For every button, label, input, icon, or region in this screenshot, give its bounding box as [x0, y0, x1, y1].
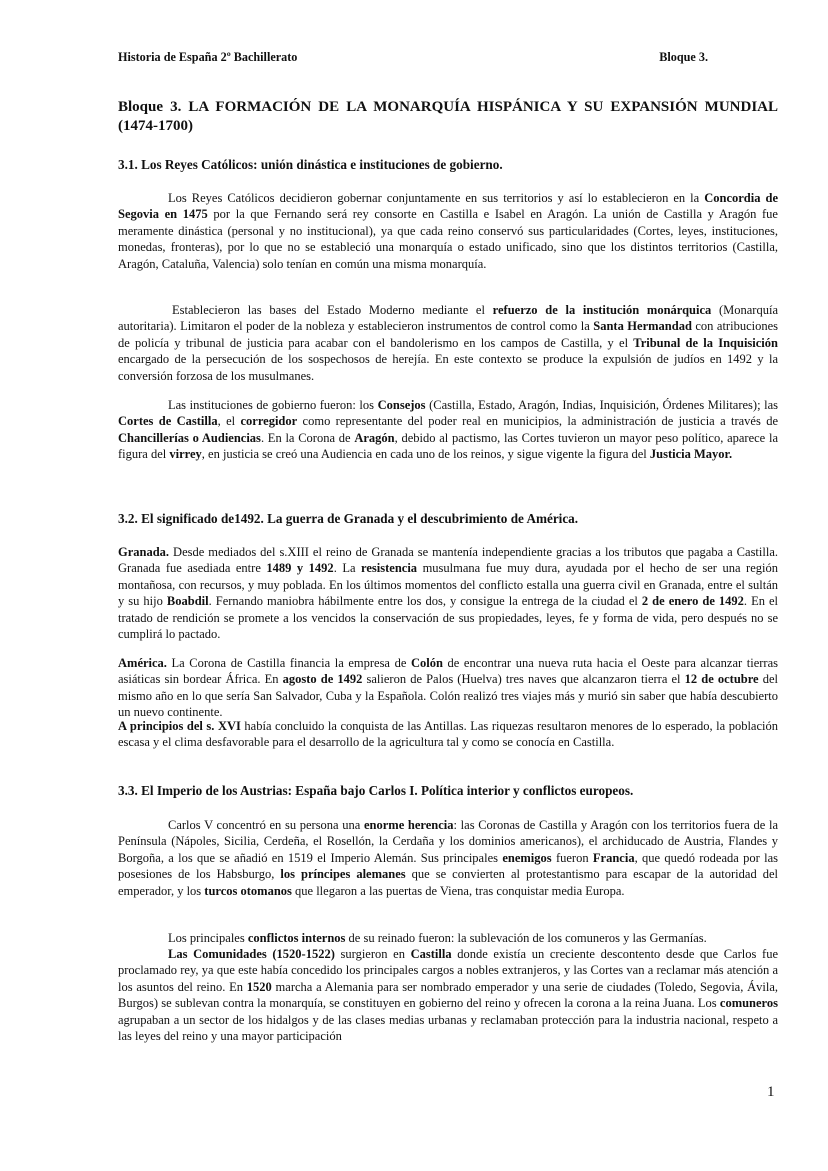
text-run: La Corona de Castilla financia la empresa de — [166, 656, 411, 670]
section-heading-3-3: 3.3. El Imperio de los Austrias: España bajo Carlos I. Política interior y conflictos europeos. — [118, 783, 634, 798]
text-run: que llegaron a las puertas de Viena, tras conquistar media Europa. — [291, 883, 625, 898]
text-run: Desde mediados del s.XIII el reino de Granada se mantenía independiente gracias a los tributos que pagaba a Castilla. Granada fue asediada entre — [118, 545, 778, 576]
bold-run: comuneros — [719, 996, 778, 1011]
bold-run: Santa Hermandad — [593, 319, 692, 334]
text-run: surgieron en — [334, 947, 411, 961]
text-run: de encontrar una nueva ruta hacia el Oeste para alcanzar tierras asiáticas sin bordear África. En — [118, 656, 778, 687]
bold-run: Las Comunidades (1520-1522) — [168, 947, 335, 961]
bold-run: Tribunal de la Inquisición — [633, 335, 778, 350]
bold-run: A principios del s. XVI — [118, 719, 241, 733]
text-run: (Castilla, Estado, Aragón, Indias, Inquisición, Órdenes Militares); las — [425, 398, 779, 412]
bold-run: los príncipes alemanes — [280, 867, 406, 882]
bold-run: 12 de octubre — [684, 672, 759, 687]
bold-run: resistencia — [361, 561, 418, 576]
paragraph — [118, 544, 778, 642]
text-run: musulmana fue muy dura, ayudada por el hecho de ser una región montañosa, con recursos, y muy poblada. En los últimos momentos del conflicto estalla una guerra civil en Granada, entre el sultán y su hijo — [118, 561, 778, 609]
text-run: por la que Fernando será rey consorte en Castilla e Isabel en Aragón. La unión de Castilla y Aragón fue meramente dinástica (personal y no institucional), ya que cada reino conservó sus particularidades (Cortes, leyes, instituciones, monedas, fronteras), por lo que no se estableció una monarquía o estado unificado, sino que los distintos territorios (Castilla, Aragón, Cataluña, Valencia) solo tenían en común una misma monarquía. — [118, 207, 778, 271]
text-run: había concluido la conquista de las Antillas. Las riquezas resultaron menores de lo esperado, la población escasa y el clima desfavorable para el desarrollo de la agricultura tal y como se conocía en Castilla. — [118, 719, 778, 750]
text-run: , el — [217, 414, 241, 429]
section-heading-3-2: 3.2. El significado de1492. La guerra de Granada y el descubrimiento de América. — [118, 511, 579, 526]
bold-run: enemigos — [502, 850, 552, 865]
text-run: del mismo año en lo que sería San Salvador, Cuba y la Española. Colón realizó tres viajes más y murió sin saber que había descubierto un nuevo continente. — [118, 672, 778, 720]
text-run: Carlos V concentró en su persona una — [168, 818, 364, 832]
text-run: Los principales — [168, 931, 248, 945]
document-page — [118, 0, 778, 1171]
bold-run: virrey — [169, 447, 202, 462]
header-block: Bloque 3. — [659, 50, 708, 64]
text-run: . La — [333, 561, 362, 576]
bold-run: Castilla — [410, 947, 452, 961]
paragraph — [118, 946, 778, 1044]
bold-run: Chancillerías o Audiencias — [118, 430, 261, 445]
text-run: . Fernando maniobra hábilmente entre los dos, y consigue la entrega de la ciudad el — [208, 594, 642, 609]
text-run: de su reinado fueron: la sublevación de los comuneros y las Germanías. — [345, 931, 707, 945]
bold-run: Francia — [592, 850, 635, 865]
text-run: , que quedó rodeada por las posesiones de los Habsburgo, — [118, 850, 779, 882]
text-run: que se convierten al protestantismo para escapar de la autoridad del emperador, y los — [118, 867, 778, 898]
text-run: fueron — [551, 850, 593, 865]
text-run: encargado de la persecución de los sospechosos de herejía. En este contexto se produce la expulsión de judíos en 1492 y la conversión forzosa de los musulmanes. — [118, 352, 778, 383]
section-heading-3-1: 3.1. Los Reyes Católicos: unión dinástica e instituciones de gobierno. — [118, 157, 503, 172]
page-title: Bloque 3. LA FORMACIÓN DE LA MONARQUÍA HISPÁNICA Y SU EXPANSIÓN MUNDIAL (1474-1700) — [118, 99, 778, 134]
bold-run: Granada. — [118, 545, 170, 559]
bold-run: América. — [118, 656, 167, 670]
text-run: como representante del poder real en municipios, la administración de justicia a través de — [297, 414, 778, 429]
bold-run: Aragón — [354, 430, 395, 445]
bold-run: Colón — [410, 656, 443, 670]
text-run: : las Coronas de Castilla y Aragón con los territorios fuera de la Península (Nápoles, Sicilia, Cerdeña, el Rosellón, la Cerdaña y los dominios americanos), el archiducado de Austria, Flandes y Borgoña, a los que se añadió en 1519 el Imperio Alemán. Sus principales — [118, 818, 779, 865]
text-run: marcha a Alemania para ser nombrado emperador y una serie de ciudades (Toledo, Segovia, Ávila, Burgos) se sublevan contra la monarquía, se constituyen en gobierno del reino y ofrecen la corona a la reina Juana. Los — [118, 979, 778, 1011]
text-run: Establecieron las bases del Estado Moderno mediante el — [172, 303, 493, 317]
bold-run: Cortes de Castilla — [118, 414, 218, 429]
bold-run: agosto de 1492 — [282, 672, 363, 687]
bold-run: Consejos — [377, 398, 426, 412]
text-run: Los Reyes Católicos decidieron gobernar conjuntamente en sus territorios y así lo establecieron en la — [168, 191, 705, 205]
text-run: , debido al pactismo, las Cortes tuvieron un mayor peso político, aparece la figura del — [118, 430, 778, 462]
bold-run: 1520 — [246, 979, 272, 994]
bold-run: 2 de enero de 1492 — [641, 594, 744, 609]
bold-run: Boabdil — [166, 594, 209, 609]
bold-run: Concordia de Segovia en 1475 — [118, 191, 779, 222]
paragraph — [118, 655, 778, 721]
text-run: donde existía un creciente descontento desde que Carlos fue proclamado rey, ya que este había concedido los principales cargos a nobles extranjeros, y las Cortes van a reclamar más atención a los asuntos del reino. En — [118, 947, 778, 994]
text-run: , en justicia se creó una Audiencia en cada uno de los reinos, y sigue vigente la figura del — [201, 447, 650, 462]
paragraph — [118, 302, 778, 384]
page-number: 1 — [767, 1084, 775, 1100]
paragraph — [118, 190, 778, 272]
paragraph — [118, 397, 778, 463]
text-run: con atribuciones de policía y tribunal de justicia para acabar con el bandolerismo en los campos de Castilla, y el — [118, 319, 779, 350]
text-run: agrupaban a un sector de los hidalgos y de las clases medias urbanas y reclamaban protección para la industria nacional, respeto a las leyes del reino y una mayor participación — [118, 1012, 778, 1044]
text-run: . En la Corona de — [260, 430, 355, 445]
bold-run: Justicia Mayor. — [649, 447, 733, 462]
bold-run: enorme herencia — [364, 818, 454, 832]
text-run: salieron de Palos (Huelva) tres naves que alcanzaron tierra el — [362, 672, 685, 687]
bold-run: conflictos internos — [247, 931, 346, 945]
bold-run: turcos otomanos — [204, 883, 292, 898]
text-run: (Monarquía autoritaria). Limitaron el poder de la nobleza y establecieron instrumentos de control como la — [118, 303, 778, 334]
text-run: Las instituciones de gobierno fueron: los — [168, 398, 378, 412]
paragraph — [118, 930, 778, 946]
paragraph — [118, 718, 778, 751]
bold-run: 1489 y 1492 — [266, 561, 334, 576]
paragraph — [118, 817, 778, 899]
text-run: . En el tratado de rendición se promete a los vencidos la conservación de sus propiedades, leyes, fe y forma de vida, pero después no se cumplirá lo pactado. — [118, 594, 779, 642]
bold-run: refuerzo de la institución monárquica — [492, 303, 712, 317]
bold-run: corregidor — [240, 414, 298, 429]
header-course: Historia de España 2º Bachillerato — [118, 50, 298, 64]
